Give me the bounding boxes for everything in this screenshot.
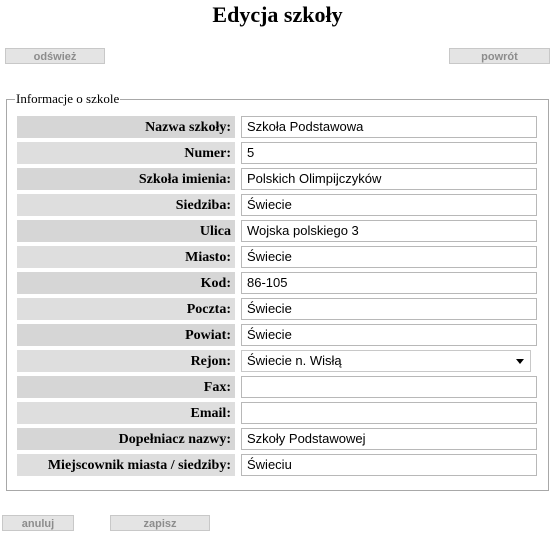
form-row-street: [17, 220, 538, 242]
seat-field[interactable]: Świecie: [241, 194, 537, 216]
save-button[interactable]: zapisz: [110, 515, 210, 531]
form-row-seat: [17, 194, 538, 216]
form-row-postal-code: [17, 272, 538, 294]
back-button[interactable]: powrót: [449, 48, 550, 64]
locative-city-label: Miejscownik miasta / siedziby:: [17, 454, 235, 476]
region-select-value: Świecie n. Wisłą: [247, 353, 342, 368]
form-row-city: [17, 246, 538, 268]
form-row-patron: [17, 168, 538, 190]
post-office-label: Poczta:: [17, 298, 235, 320]
page-title: Edycja szkoły: [212, 2, 343, 27]
street-label: Ulica: [17, 220, 235, 242]
number-label: Numer:: [17, 142, 235, 164]
form-row-email: [17, 402, 538, 424]
patron-field[interactable]: Polskich Olimpijczyków: [241, 168, 537, 190]
street-field[interactable]: Wojska polskiego 3: [241, 220, 537, 242]
form-row-region: [17, 350, 538, 372]
form-row-locative-city: [17, 454, 538, 476]
genitive-name-field[interactable]: Szkoły Podstawowej: [241, 428, 537, 450]
county-label: Powiat:: [17, 324, 235, 346]
form-row-school-name: [17, 116, 538, 138]
school-name-label: Nazwa szkoły:: [17, 116, 235, 138]
city-field[interactable]: Świecie: [241, 246, 537, 268]
region-select[interactable]: [241, 350, 531, 372]
locative-city-field[interactable]: Świeciu: [241, 454, 537, 476]
postal-code-field[interactable]: 86-105: [241, 272, 537, 294]
email-field[interactable]: [241, 402, 537, 424]
seat-label: Siedziba:: [17, 194, 235, 216]
patron-label: Szkoła imienia:: [17, 168, 235, 190]
school-name-field[interactable]: Szkoła Podstawowa: [241, 116, 537, 138]
number-field[interactable]: 5: [241, 142, 537, 164]
form-row-genitive-name: [17, 428, 538, 450]
region-label: Rejon:: [17, 350, 235, 372]
cancel-button[interactable]: anuluj: [2, 515, 74, 531]
post-office-field[interactable]: Świecie: [241, 298, 537, 320]
county-field[interactable]: Świecie: [241, 324, 537, 346]
form-row-post-office: [17, 298, 538, 320]
form-row-number: [17, 142, 538, 164]
form-row-fax: [17, 376, 538, 398]
form-row-county: [17, 324, 538, 346]
postal-code-label: Kod:: [17, 272, 235, 294]
school-info-form: [17, 116, 538, 480]
email-label: Email:: [17, 402, 235, 424]
chevron-down-icon[interactable]: [516, 359, 524, 364]
city-label: Miasto:: [17, 246, 235, 268]
school-info-legend: Informacje o szkole: [16, 91, 120, 106]
genitive-name-label: Dopełniacz nazwy:: [17, 428, 235, 450]
fax-label: Fax:: [17, 376, 235, 398]
refresh-button[interactable]: odśwież: [5, 48, 105, 64]
fax-field[interactable]: [241, 376, 537, 398]
